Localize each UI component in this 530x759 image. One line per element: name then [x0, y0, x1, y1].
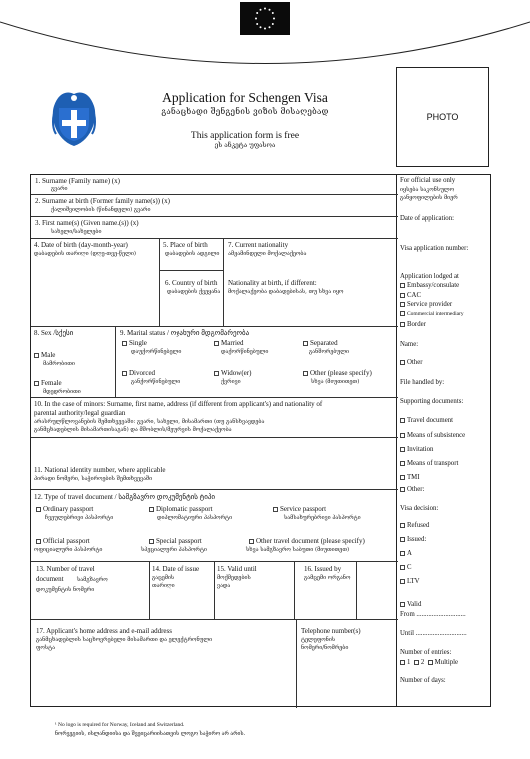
widow-checkbox[interactable] [214, 371, 219, 376]
widow-label: Widow(er) [221, 369, 252, 377]
visa-a-checkbox[interactable] [400, 551, 405, 556]
footnote: ¹ No logo is required for Norway, Iceland and Switzerland. [55, 722, 185, 728]
other-docs-checkbox[interactable] [400, 487, 405, 492]
field-3-label-ka: სახელი/სახელები [51, 229, 102, 235]
field-17-label: 17. Applicant's home address and e-mail address [36, 627, 172, 635]
separated-label: Separated [310, 339, 338, 347]
valid-label: Valid [407, 601, 422, 608]
special-checkbox[interactable] [149, 539, 154, 544]
telephone-label-ka: ტელეფონის [301, 637, 336, 643]
commercial-intermediary-label: Commercial intermediary [407, 311, 464, 317]
number-of-days-label: Number of days: [400, 677, 446, 684]
footnote-georgian: ნორვეგიის, ისლანდიისა და შვეიცარიისათვის ლოგო საჭირო არ არის. [55, 731, 246, 737]
nationality-at-birth-label-ka: მოქალაქეობა დაბადებისას, თუ სხვა იყო [228, 289, 344, 295]
visa-decision-label: Visa decision: [400, 505, 439, 512]
married-label-ka: დაქორწინებული [221, 349, 269, 355]
widow-option[interactable] [214, 369, 251, 377]
widow-label-ka: ქვრივი [221, 379, 241, 385]
service-checkbox[interactable] [273, 507, 278, 512]
field-4-label-ka: დაბადების თარიღი (დღე-თვე-წელი) [34, 251, 136, 257]
official-use-heading-ka-2: განყოფილების მიერ [400, 195, 458, 201]
field-10-label-ka-2: განმცხადებლის მისამართისაგან) და მშობლის/მეურვის მოქალაქეობა [34, 427, 232, 433]
official-use-sidebar [397, 174, 491, 707]
field-5-label: 5. Place of birth [163, 241, 208, 249]
other-lodged-label: Other [407, 359, 423, 366]
female-label-ka: მდედრობითი [43, 389, 81, 395]
subsistence-label: Means of subsistence [407, 432, 466, 439]
single-label: Single [129, 339, 147, 347]
entries-1-checkbox[interactable] [400, 660, 405, 665]
field-13-label-ka: სამგზავრო [77, 577, 108, 583]
field-2-label: 2. Surname at birth (Former family name(s)) (x) [35, 197, 170, 205]
official-use-heading-ka: იყსება საკონსულო [400, 187, 455, 193]
entries-options [400, 659, 458, 667]
official-checkbox[interactable] [36, 539, 41, 544]
special-label: Special passport [156, 537, 202, 545]
tmi-option[interactable] [400, 474, 419, 482]
official-label-ka: ოფიციალური პასპორტი [34, 547, 103, 553]
field-16-label-ka: გამცემი ორგანო [304, 575, 351, 581]
field-10-label: 10. In the case of minors: Surname, first name, address (if different from applicant's) and nationality of [34, 400, 323, 408]
embassy-checkbox[interactable] [400, 283, 405, 288]
ordinary-label: Ordinary passport [43, 505, 94, 513]
border-option[interactable] [400, 321, 426, 329]
married-option[interactable] [214, 339, 244, 347]
service-provider-label: Service provider [407, 301, 453, 308]
field-15-label: 15. Valid until [217, 565, 257, 573]
border-checkbox[interactable] [400, 322, 405, 327]
invitation-label: Invitation [407, 446, 434, 453]
transport-label: Means of transport [407, 460, 459, 467]
official-option[interactable] [36, 537, 90, 545]
female-option[interactable] [34, 379, 62, 387]
file-handled-label: File handled by: [400, 379, 445, 386]
separated-checkbox[interactable] [303, 341, 308, 346]
invitation-option[interactable] [400, 446, 433, 454]
ltv-label: LTV [407, 578, 420, 585]
application-form [30, 174, 397, 707]
separated-option[interactable] [303, 339, 338, 347]
field-14-label: 14. Date of issue [152, 565, 200, 573]
service-provider-option[interactable] [400, 301, 452, 309]
page-title: Application for Schengen Visa [162, 90, 328, 105]
cac-option[interactable] [400, 292, 421, 300]
field-10-label-2: parental authority/legal guardian [34, 409, 126, 417]
other-docs-label: Other: [407, 486, 425, 493]
field-6-label: 6. Country of birth [165, 279, 218, 287]
field-12-label: 12. Type of travel document / სამგზავრო დოკუმენტის ტიპი [34, 493, 216, 501]
divorced-option[interactable] [122, 369, 155, 377]
other-doc-label-ka: სხვა სამგზავრო საბუთი (მიუთითეთ) [246, 547, 350, 553]
other-status-option[interactable] [303, 369, 372, 377]
embassy-label: Embassy/consulate [407, 282, 460, 289]
divorced-label-ka: განქორწინებული [131, 379, 181, 385]
issued-label: Issued: [407, 536, 427, 543]
telephone-label-ka-2: ნომერი/ნომრები [301, 645, 349, 651]
refused-option[interactable] [400, 522, 429, 530]
field-11-label-ka: პირადი ნომერი, საჭიროების შემთხვევაში [34, 476, 153, 482]
valid-checkbox[interactable] [400, 602, 405, 607]
married-label: Married [221, 339, 244, 347]
service-label: Service passport [280, 505, 327, 513]
ltv-option[interactable] [400, 578, 420, 586]
single-label-ka: დაუქორწინებელი [131, 349, 182, 355]
divorced-checkbox[interactable] [122, 371, 127, 376]
field-4-label: 4. Date of birth (day-month-year) [34, 241, 128, 249]
field-1-label-ka: გვარი [51, 186, 68, 192]
transport-option[interactable] [400, 460, 458, 468]
male-label: Male [41, 351, 56, 359]
page-title-georgian: განაცხადი შენგენის ვიზის მისაღებად [161, 107, 329, 116]
supporting-documents-label: Supporting documents: [400, 398, 464, 405]
field-13-label-2: document [36, 575, 64, 583]
telephone-label: Telephone number(s) [301, 627, 361, 635]
field-1-label: 1. Surname (Family name) (x) [35, 177, 120, 185]
field-9-label: 9. Marital status / ოჯახური მდგომარეობა [120, 329, 250, 337]
issued-checkbox[interactable] [400, 537, 405, 542]
diplomatic-label-ka: დიპლომატიური პასპორტი [157, 515, 233, 521]
field-10-label-ka: არასრულწლოვანების შემთხვევაში: გვარი, სახელი, მისამართი (თუ განსხვავდება [34, 419, 265, 425]
field-14-label-ka-2: თარიღი [152, 583, 175, 589]
field-7-label-ka: ამჟამინდელი მოქალაქეობა [228, 251, 307, 257]
service-option[interactable] [273, 505, 326, 513]
official-label: Official passport [43, 537, 90, 545]
free-notice: This application form is free [190, 131, 300, 141]
ordinary-checkbox[interactable] [36, 507, 41, 512]
field-8-label: 8. Sex /სქესი [34, 329, 74, 337]
cac-checkbox[interactable] [400, 293, 405, 298]
transport-checkbox[interactable] [400, 461, 405, 466]
field-13-label-ka-2: დოკუმენტის ნომერი [36, 587, 95, 593]
service-label-ka: სამსახურებრივი პასპორტი [284, 515, 361, 521]
field-15-label-ka-2: ვადა [217, 583, 231, 589]
other-status-checkbox[interactable] [303, 371, 308, 376]
entries-2-label: 2 [420, 659, 425, 666]
cac-label: CAC [407, 292, 421, 299]
date-of-application-label: Date of application: [400, 215, 454, 222]
entries-multiple-label: Multiple [434, 659, 459, 666]
photo-label: PHOTO [426, 111, 459, 122]
visa-c-checkbox[interactable] [400, 565, 405, 570]
male-label-ka: მამრობითი [43, 361, 75, 367]
field-5-label-ka: დაბადების ადგილი [165, 251, 220, 257]
number-of-entries-label: Number of entries: [400, 649, 452, 656]
refused-checkbox[interactable] [400, 523, 405, 528]
field-13-label: 13. Number of travel [36, 565, 95, 573]
single-option[interactable] [122, 339, 147, 347]
field-6-label-ka: დაბადების ქვეყანა [167, 289, 221, 295]
greek-coat-of-arms-icon [50, 88, 98, 148]
commercial-intermediary-option[interactable] [400, 311, 464, 318]
travel-document-option[interactable] [400, 417, 453, 425]
free-notice-georgian: ეს ანკეტა უფასოა [214, 141, 276, 149]
border-label: Border [407, 321, 426, 328]
ordinary-option[interactable] [36, 505, 93, 513]
travel-document-checkbox[interactable] [400, 418, 405, 423]
service-provider-checkbox[interactable] [400, 302, 405, 307]
entries-multiple-checkbox[interactable] [428, 660, 433, 665]
other-doc-option[interactable] [249, 537, 365, 545]
other-status-label: Other (please specify) [310, 369, 372, 377]
entries-1-label: 1 [407, 659, 411, 666]
visa-c-option[interactable] [400, 564, 412, 572]
ltv-checkbox[interactable] [400, 579, 405, 584]
single-checkbox[interactable] [122, 341, 127, 346]
field-11-label: 11. National identity number, where applicable [34, 466, 166, 474]
subsistence-checkbox[interactable] [400, 433, 405, 438]
other-status-label-ka: სხვა (მიუთითეთ) [311, 379, 360, 385]
other-doc-checkbox[interactable] [249, 539, 254, 544]
invitation-checkbox[interactable] [400, 447, 405, 452]
female-label: Female [41, 379, 62, 387]
refused-label: Refused [407, 522, 430, 529]
field-3-label: 3. First name(s) (Given name.(s)) (x) [35, 219, 139, 227]
lodged-at-label: Application lodged at [400, 273, 459, 280]
visa-a-option[interactable] [400, 550, 412, 558]
visa-a-label: A [407, 550, 412, 557]
tmi-label: TMI [407, 474, 420, 481]
valid-until-field[interactable]: Until .............................. [400, 630, 467, 637]
commercial-intermediary-checkbox[interactable] [400, 311, 405, 316]
tmi-checkbox[interactable] [400, 475, 405, 480]
separated-label-ka: განშორებული [309, 349, 349, 355]
subsistence-option[interactable] [400, 432, 465, 440]
valid-option[interactable] [400, 601, 421, 609]
nationality-at-birth-label: Nationality at birth, if different: [228, 279, 317, 287]
other-docs-option[interactable] [400, 486, 424, 494]
embassy-option[interactable] [400, 282, 459, 290]
field-17-label-ka-2: ფოსტა [36, 645, 56, 651]
male-option[interactable] [34, 351, 55, 359]
field-17-label-ka: განმცხადებლის საცხოვრებელი მისამართი და ელექტრონული [36, 637, 213, 643]
diplomatic-option[interactable] [149, 505, 213, 513]
field-7-label: 7. Current nationality [228, 241, 289, 249]
other-lodged-checkbox[interactable] [400, 360, 405, 365]
ordinary-label-ka: ჩვეულებრივი პასპორტი [45, 515, 114, 521]
photo-box[interactable] [396, 67, 489, 167]
name-label: Name: [400, 341, 419, 348]
eu-flag-icon [240, 2, 290, 35]
divorced-label: Divorced [129, 369, 156, 377]
visa-application-number-label: Visa application number: [400, 245, 469, 252]
travel-document-label: Travel document [407, 417, 453, 424]
male-checkbox[interactable] [34, 353, 39, 358]
official-use-heading: For official use only [400, 177, 456, 184]
other-lodged-option[interactable] [400, 359, 422, 367]
issued-option[interactable] [400, 536, 426, 544]
field-14-label-ka: გაცემის [152, 575, 175, 581]
visa-c-label: C [407, 564, 412, 571]
special-label-ka: სპეციალური პასპორტი [141, 547, 207, 553]
field-15-label-ka: მოქმედების [217, 575, 251, 581]
diplomatic-label: Diplomatic passport [156, 505, 213, 513]
diplomatic-checkbox[interactable] [149, 507, 154, 512]
field-2-label-ka: ქალიშვილობის (წინანდელი) გვარი [51, 207, 151, 213]
valid-from-field[interactable]: From ............................. [400, 611, 466, 618]
other-doc-label: Other travel document (please specify) [256, 537, 365, 545]
special-option[interactable] [149, 537, 202, 545]
married-checkbox[interactable] [214, 341, 219, 346]
field-16-label: 16. Issued by [304, 565, 342, 573]
entries-2-checkbox[interactable] [414, 660, 419, 665]
female-checkbox[interactable] [34, 381, 39, 386]
